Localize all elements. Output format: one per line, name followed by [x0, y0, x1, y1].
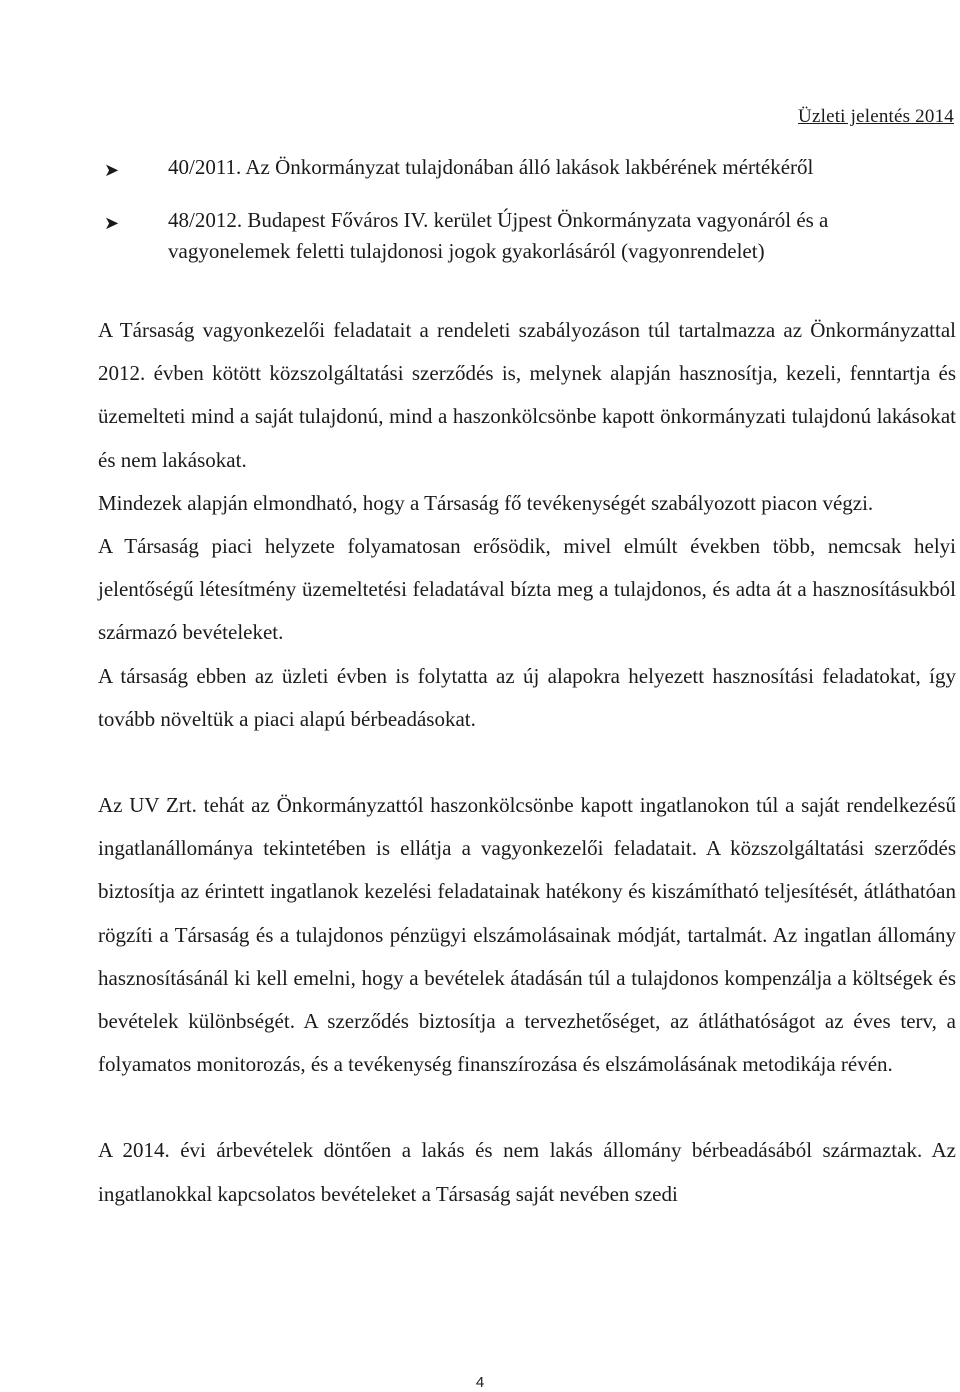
paragraph: A társaság ebben az üzleti évben is folytatta az új alapokra helyezett hasznosítási feladatokat, így tovább növeltük a piaci alapú bérbeadásokat.: [98, 663, 956, 731]
list-item: [104, 152, 956, 183]
list-item-text: 40/2011. Az Önkormányzat tulajdonában álló lakások lakbérének mértékéről: [168, 155, 814, 179]
report-header-title: Üzleti jelentés 2014: [798, 106, 954, 127]
paragraph: A Társaság piaci helyzete folyamatosan erősödik, mivel elmúlt években több, nemcsak helyi jelentőségű létesítmény üzemeltetési feladatával bízta meg a tulajdonos, és adta át a hasznosításukból származó bevételeket.: [98, 534, 956, 645]
arrow-bullet-icon: ➤: [104, 160, 120, 180]
paragraph: A Társaság vagyonkezelői feladatait a rendeleti szabályozáson túl tartalmazza az Önkormányzattal 2012. évben kötött közszolgáltatási szerződés is, melynek alapján hasznosítja, kezeli, fenntartja és üzemelteti mind a saját tulajdonú, mind a haszonkölcsönbe kapott önkormányzati tulajdonú lakásokat és nem lakásokat.: [98, 318, 956, 472]
paragraph: Mindezek alapján elmondható, hogy a Társaság fő tevékenységét szabályozott piacon végzi.: [98, 490, 874, 515]
paragraph: A 2014. évi árbevételek döntően a lakás és nem lakás állomány bérbeadásából származtak. Az ingatlanokkal kapcsolatos bevételeket a Társaság saját nevében szedi: [98, 1138, 956, 1206]
page-number: 4: [475, 1374, 485, 1391]
paragraph: Az UV Zrt. tehát az Önkormányzattól haszonkölcsönbe kapott ingatlanokon túl a saját rendelkezésű ingatlanállománya tekintetében is ellátja a vagyonkezelői feladatait. A közszolgáltatási szerződés biztosítja az érintett ingatlanok kezelési feladatainak hatékony és kiszámítható teljesítését, átláthatóan rögzíti a Társaság és a tulajdonos pénzügyi elszámolásainak módját, tartalmát. Az ingatlan állomány hasznosításánál ki kell emelni, hogy a bevételek átadásán túl a tulajdonos kompenzálja a költségek és bevételek különbségét. A szerződés biztosítja a tervezhetőséget, az átláthatóságot az éves terv, a folyamatos monitorozás, és a tevékenység finanszírozása és elszámolásának metodikája révén.: [98, 793, 956, 1077]
body-text: [98, 309, 956, 1216]
list-item: [104, 205, 956, 267]
list-item-text: 48/2012. Budapest Főváros IV. kerület Újpest Önkormányzata vagyonáról és a vagyonelemek feletti tulajdonosi jogok gyakorlásáról (vagyonrendelet): [168, 208, 829, 263]
regulation-list: [104, 152, 956, 289]
arrow-bullet-icon: ➤: [104, 213, 120, 233]
